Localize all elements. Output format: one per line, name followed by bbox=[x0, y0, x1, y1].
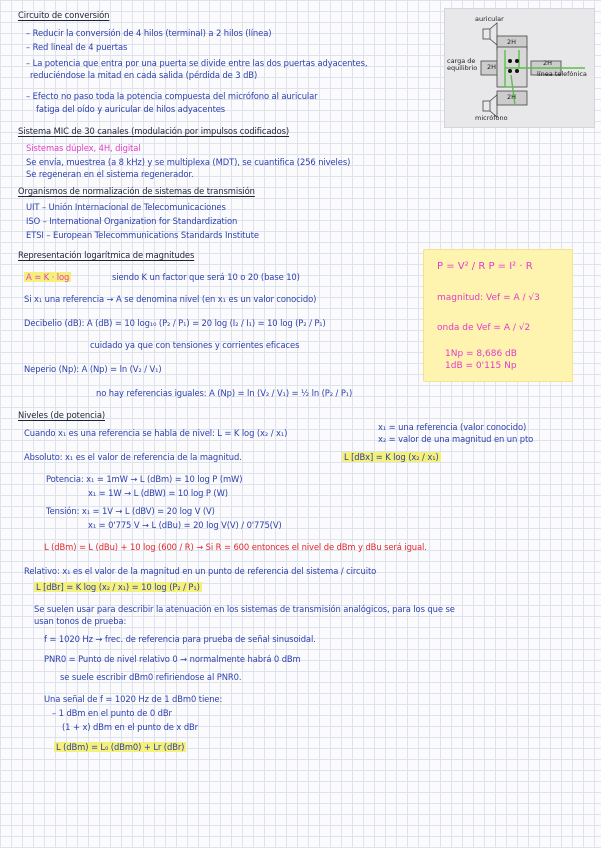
text-line: f = 1020 Hz → frec. de referencia para prueba de señal sinusoidal. bbox=[44, 634, 316, 644]
text-line: – La potencia que entra por una puerta se divide entre las dos puertas adyacentes, bbox=[26, 58, 368, 68]
text-line: siendo K un factor que será 10 o 20 (base 10) bbox=[112, 272, 300, 282]
text-line: Se regeneran en el sistema regenerador. bbox=[26, 169, 194, 179]
text-line: Potencia: x₁ = 1mW → L (dBm) = 10 log P (mW) bbox=[46, 474, 243, 484]
text-line: Relativo: x₁ es el valor de la magnitud en un punto de referencia del sistema / circuito bbox=[24, 566, 377, 576]
label-2h-left: 2H bbox=[487, 63, 497, 71]
heading-circuito: Circuito de conversión bbox=[18, 10, 110, 20]
text-line: reduciéndose la mitad en cada salida (pérdida de 3 dB) bbox=[30, 70, 258, 80]
heading-organismos: Organismos de normalización de sistemas de transmisión bbox=[18, 186, 255, 196]
text-line: x₁ = 0'775 V → L (dBu) = 20 log V(V) / 0'775(V) bbox=[88, 520, 282, 530]
label-equilibrio: equilibrio bbox=[447, 64, 478, 72]
label-2h-right: 2H bbox=[543, 59, 553, 67]
text-line: – Red lineal de 4 puertas bbox=[26, 42, 128, 52]
heading-mic: Sistema MIC de 30 canales (modulación por impulsos codificados) bbox=[18, 126, 290, 136]
formula-dbx: L [dBx] = K log (x₂ / x₁) bbox=[344, 452, 439, 462]
text-line: Cuando x₁ es una referencia se habla de nivel: L = K log (x₂ / x₁) bbox=[24, 428, 288, 438]
text-line: UIT – Unión Internacional de Telecomunicaciones bbox=[26, 202, 226, 212]
formula-dbr: L [dBr] = K log (x₂ / x₁) = 10 log (P₂ / P₁) bbox=[36, 582, 200, 592]
text-line: no hay referencias iguales: A (Np) = ln (V₂ / V₁) = ½ ln (P₂ / P₁) bbox=[96, 388, 353, 398]
label-2h-bottom: 2H bbox=[507, 93, 517, 101]
heading-representacion: Representación logarítmica de magnitudes bbox=[18, 250, 195, 260]
text-line: – Efecto no paso toda la potencia compuesta del micrófono al auricular bbox=[26, 91, 318, 101]
text-line: ETSI – European Telecommunications Standards Institute bbox=[26, 230, 259, 240]
hybrid-circuit-diagram bbox=[444, 8, 595, 128]
text-line: L (dBm) = L (dBu) + 10 log (600 / R) → Si R = 600 entonces el nivel de dBm y dBu será igual. bbox=[44, 542, 427, 552]
text-line: Absoluto: x₁ es el valor de referencia de la magnitud. bbox=[24, 452, 242, 462]
text-line: se suele escribir dBm0 refiriendose al PNR0. bbox=[60, 672, 242, 682]
text-line: PNR0 = Punto de nivel relativo 0 → normalmente habrá 0 dBm bbox=[44, 654, 301, 664]
text-line: Se envía, muestrea (a 8 kHz) y se multiplexa (MDT), se cuantifica (256 niveles) bbox=[26, 157, 351, 167]
text-line: Decibelio (dB): A (dB) = 10 log₁₀ (P₂ / P₁) = 20 log (I₂ / I₁) = 10 log (P₂ / P₁) bbox=[24, 318, 326, 328]
note-magnitud: magnitud: Vef = A / √3 bbox=[437, 293, 540, 303]
text-line: – 1 dBm en el punto de 0 dBr bbox=[52, 708, 172, 718]
text-line: Se suelen usar para describir la atenuación en los sistemas de transmisión analógicos, para los que se bbox=[34, 604, 455, 614]
text-line: ISO – International Organization for Standardization bbox=[26, 216, 238, 226]
text-line: fatiga del oído y auricular de hilos adyacentes bbox=[36, 104, 226, 114]
text-line: Tensión: x₁ = 1V → L (dBV) = 20 log V (V) bbox=[46, 506, 215, 516]
formula-dbm0: L (dBm) = L₀ (dBm0) + Lr (dBr) bbox=[56, 742, 185, 752]
note-db: 1dB = 0'115 Np bbox=[445, 361, 517, 371]
text-line: Sistemas dúplex, 4H, digital bbox=[26, 143, 141, 153]
heading-niveles: Niveles (de potencia) bbox=[18, 410, 106, 420]
text-line: (1 + x) dBm en el punto de x dBr bbox=[62, 722, 199, 732]
text-line: Si x₁ una referencia → A se denomina nivel (en x₁ es un valor conocido) bbox=[24, 294, 317, 304]
label-2h-top: 2H bbox=[507, 38, 517, 46]
label-carga: carga de bbox=[447, 57, 476, 65]
text-line: x₁ = una referencia (valor conocido) bbox=[378, 422, 527, 432]
formula-a: A = K · log bbox=[26, 272, 70, 282]
label-auricular: auricular bbox=[475, 15, 504, 23]
text-line: Neperio (Np): A (Np) = ln (V₂ / V₁) bbox=[24, 364, 162, 374]
text-line: x₂ = valor de una magnitud en un pto bbox=[378, 434, 534, 444]
formula-note bbox=[423, 249, 573, 382]
note-np: 1Np = 8,686 dB bbox=[445, 349, 517, 359]
text-line: cuidado ya que con tensiones y corrientes eficaces bbox=[90, 340, 300, 350]
label-linea: línea telefónica bbox=[537, 70, 587, 78]
note-power: P = V² / R P = I² · R bbox=[437, 261, 533, 272]
note-onda: onda de Vef = A / √2 bbox=[437, 323, 531, 333]
text-line: usan tonos de prueba: bbox=[34, 616, 127, 626]
text-line: Una señal de f = 1020 Hz de 1 dBm0 tiene: bbox=[44, 694, 223, 704]
text-line: x₁ = 1W → L (dBW) = 10 log P (W) bbox=[88, 488, 228, 498]
text-line: – Reducir la conversión de 4 hilos (terminal) a 2 hilos (línea) bbox=[26, 28, 272, 38]
label-microfono: micrófono bbox=[475, 114, 508, 122]
